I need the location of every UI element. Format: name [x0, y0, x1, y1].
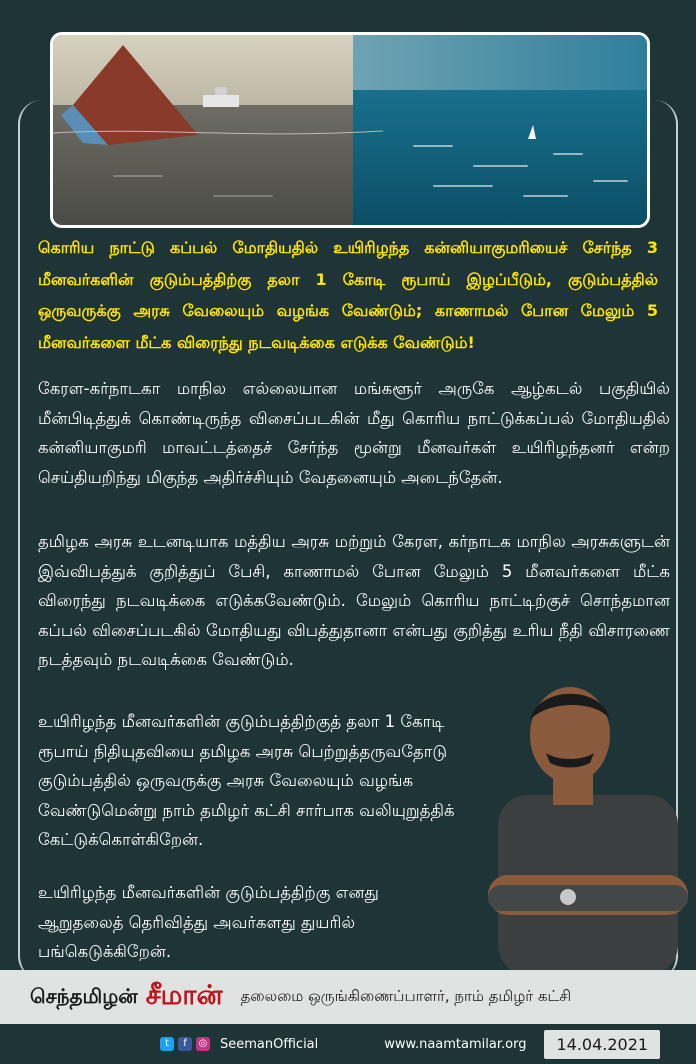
headline-text: கொரிய நாட்டு கப்பல் மோதியதில் உயிரிழந்த கன்னியாகுமரியைச் சேர்ந்த 3 மீனவர்களின் குடும்பத்திற்கு தலா 1 கோடி ரூபாய் இழப்பீடும், குடும்பத்தில் ஒருவருக்கு அரசு வேலையும் வழங்க வேண்டும்; காணாமல் போன மேலும் 5 மீனவர்களை மீட்க விரைந்து நடவடிக்கை எடுக்க வேண்டும்! — [38, 238, 659, 352]
distant-ship-bridge — [215, 87, 227, 95]
wave — [433, 185, 493, 187]
paragraph-1: கேரள-கர்நாடகா மாநில எல்லையான மங்களூர் அருகே ஆழ்கடல் பகுதியில் மீன்பிடித்துக் கொண்டிருந்த விசைப்படகின் மீது கொரிய நாட்டுக்கப்பல் மோதியதில் கன்னியாகுமரி மாவட்டத்தைச் சேர்ந்த மூன்று மீனவர்கள் உயிரிழந்தனர் என்ற செய்தியறிந்து மிகுந்த அதிர்ச்சியும் வேதனையும் அடைந்தேன். — [38, 379, 670, 487]
wave — [593, 180, 628, 182]
paragraph-2: தமிழக அரசு உடனடியாக மத்திய அரசு மற்றும் கேரள, கர்நாடக மாநில அரசுகளுடன் இவ்விபத்துக் குறித்துப் பேசி, காணாமல் போன மேலும் 5 மீனவர்களை மீட்க விரைந்து நடவடிக்கை எடுக்கவேண்டும். மேலும் கொரிய நாட்டிற்குச் சொந்தமான கப்பல் விசைப்படகில் மோதியது விபத்துதானா என்பது குறித்து உரிய நீதி விசாரணை நடத்தவும் நடவடிக்கை வேண்டும். — [38, 532, 670, 669]
signature-name: சீமான் — [145, 979, 223, 1011]
leader-portrait — [458, 685, 696, 975]
facebook-icon[interactable]: f — [178, 1037, 192, 1051]
hero-image-sea-ship — [50, 32, 650, 228]
social-handle[interactable]: SeemanOfficial — [220, 1036, 319, 1052]
paragraph-4: உயிரிழந்த மீனவர்களின் குடும்பத்திற்கு எனது ஆறுதலைத் தெரிவித்து அவர்களது துயரில் பங்கெடுக்கிறேன். — [38, 883, 379, 961]
wave — [213, 195, 273, 197]
instagram-icon[interactable]: ◎ — [196, 1037, 210, 1051]
portrait-sleeves — [488, 885, 688, 911]
bottom-row — [0, 1024, 696, 1064]
wave — [553, 153, 583, 155]
signature-name-prefix: செந்தமிழன் — [30, 983, 138, 1008]
sailboat — [528, 125, 536, 139]
website-link[interactable]: www.naamtamilar.org — [384, 1036, 527, 1052]
signature-role: தலைமை ஒருங்கிணைப்பாளர், நாம் தமிழர் கட்சி — [240, 987, 572, 1005]
twitter-icon[interactable]: t — [160, 1037, 174, 1051]
wave — [473, 165, 528, 167]
wave — [113, 175, 163, 177]
date-badge: 14.04.2021 — [544, 1030, 660, 1059]
distant-ship — [203, 95, 239, 107]
paragraph-3: உயிரிழந்த மீனவர்களின் குடும்பத்திற்குத் தலா 1 கோடி ரூபாய் நிதியுதவியை தமிழக அரசு பெற்றுத்தருவதோடு குடும்பத்தில் ஒருவருக்கு அரசு வேலையும் வழங்க வேண்டுமென்று நாம் தமிழர் கட்சி சார்பாக வலியுறுத்திக் கேட்டுக்கொள்கிறேன். — [38, 712, 455, 849]
social-links — [160, 1037, 318, 1052]
wave — [523, 195, 568, 197]
watch-icon — [560, 889, 576, 905]
wave — [413, 145, 453, 147]
signature-bar — [0, 970, 696, 1024]
